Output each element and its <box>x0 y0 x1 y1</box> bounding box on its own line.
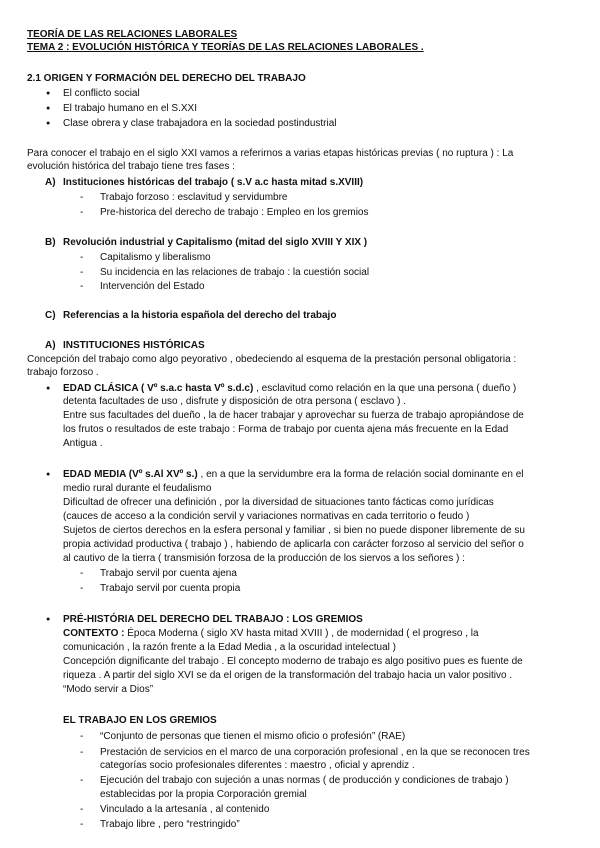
paragraph-line: Concepción dignificante del trabajo . El concepto moderno de trabajo es algo positivo pues es fuente de <box>63 656 523 667</box>
paragraph-line: establecidas por la propia Corporación gremial <box>100 789 307 800</box>
contexto-label: CONTEXTO : <box>63 628 125 639</box>
paragraph-line: Entre sus facultades del dueño , la de hacer trabajar y aprovechar su fuerza de trabajo apropiándose de <box>63 410 524 421</box>
gremios-heading: EL TRABAJO EN LOS GREMIOS <box>63 715 217 726</box>
section-a-label: A) <box>45 340 56 351</box>
paragraph-line: (cauces de acceso a la condición servil y variaciones normativas en cada territorio o feudo ) <box>63 511 470 522</box>
paragraph-line: riqueza . A partir del siglo XVI se da el origen de la transformación del trabajo hacia un valor positivo . <box>63 670 513 681</box>
prehistoria-heading: ● PRÉ-HISTÓRIA DEL DERECHO DEL TRABAJO : LOS GREMIOS <box>63 613 363 626</box>
phase-a-label: A) <box>45 177 56 188</box>
edad-media-item <box>63 468 523 481</box>
phase-b-label: B) <box>45 237 56 248</box>
paragraph-line: Dificultad de ofrecer una definición , por la diversidad de situaciones tanto fácticas como jurídicas <box>63 497 494 508</box>
list-item: - Trabajo forzoso : esclavitud y servidumbre <box>100 191 288 204</box>
phase-c-heading: Referencias a la historia española del derecho del trabajo <box>63 310 337 321</box>
paragraph-line: Sujetos de ciertos derechos en la esfera personal y familiar , si bien no puede disponer libremente de su <box>63 525 525 536</box>
paragraph-line: al cautivo de la tierra ( transmisión forzosa de la producción de los siervos a los señores ) : <box>63 553 465 564</box>
list-item: - Pre-historica del derecho de trabajo : Empleo en los gremios <box>100 206 368 219</box>
phase-a-heading: Instituciones históricas del trabajo ( s.V a.c hasta mitad s.XVIII) <box>63 177 364 188</box>
list-item: - “Conjunto de personas que tienen el mismo oficio o profesión” (RAE) <box>100 730 405 743</box>
phase-b-heading: Revolución industrial y Capitalismo (mitad del siglo XVIII Y XIX ) <box>63 237 368 248</box>
list-item: - Ejecución del trabajo con sujeción a unas normas ( de producción y condiciones de trabajo ) <box>100 774 509 787</box>
section-heading-2-1: 2.1 ORIGEN Y FORMACIÓN DEL DERECHO DEL TRABAJO <box>27 73 306 84</box>
edad-media-label: EDAD MEDIA (Vº s.Al XVº s.) <box>63 469 198 480</box>
list-item: - Trabajo servil por cuenta propia <box>100 582 240 595</box>
list-item: ● Clase obrera y clase trabajadora en la sociedad postindustrial <box>63 117 337 130</box>
list-item: ● El trabajo humano en el S.XXI <box>63 102 197 115</box>
list-item: - Intervención del Estado <box>100 280 205 293</box>
doc-title: TEORÍA DE LAS RELACIONES LABORALES <box>27 29 238 40</box>
paragraph-line: “Modo servir a Dios” <box>63 684 154 695</box>
edad-clasica-text: , esclavitud como relación en la que una persona ( dueño ) <box>253 383 517 394</box>
list-item: - Capitalismo y liberalismo <box>100 251 211 264</box>
edad-media-text: , en a que la servidumbre era la forma de relación social dominante en el <box>197 469 524 480</box>
paragraph-line: propia actividad productiva ( trabajo ) , habiendo de aplicarla con carácter forzoso al servicio del señor o <box>63 539 524 550</box>
paragraph-line: evolución histórica del trabajo tiene tres fases : <box>27 161 235 172</box>
paragraph-line: categorías socio profesionales diferentes : maestro , oficial y aprendiz . <box>100 760 415 771</box>
list-item: - Trabajo libre , pero “restringido” <box>100 818 240 831</box>
list-item: ● El conflicto social <box>63 87 140 100</box>
list-item: - Vinculado a la artesanía , al contenido <box>100 803 269 816</box>
paragraph-line: detenta facultades de uso , disfrute y disposición de otra persona ( esclavo ) . <box>63 396 406 407</box>
edad-clasica-label: EDAD CLÁSICA ( Vº s.a.c hasta Vº s.d.c) <box>63 383 254 394</box>
paragraph-line: Para conocer el trabajo en el siglo XXI vamos a referirnos a varias etapas históricas previas ( no ruptura ) : La <box>27 148 514 159</box>
list-item: - Prestación de servicios en el marco de una corporación profesional , en la que se reconocen tres <box>100 746 530 759</box>
topic-title: TEMA 2 : EVOLUCIÓN HISTÓRICA Y TEORÍAS DE LAS RELACIONES LABORALES . <box>27 42 424 53</box>
edad-clasica-item <box>63 382 516 395</box>
list-item: - Trabajo servil por cuenta ajena <box>100 567 237 580</box>
paragraph-line: los frutos o resultados de este trabajo : Forma de trabajo por cuenta ajena más frecuente en la Edad <box>63 424 509 435</box>
phase-c-label: C) <box>45 310 56 321</box>
paragraph-line: medio rural durante el feudalismo <box>63 483 212 494</box>
section-a-heading: INSTITUCIONES HISTÓRICAS <box>63 340 205 351</box>
contexto-line <box>63 627 479 640</box>
paragraph-line: comunicación , la razón frente a la Edad Media , a la oscuridad intelectual ) <box>63 642 396 653</box>
list-item: - Su incidencia en las relaciones de trabajo : la cuestión social <box>100 266 369 279</box>
contexto-text: Época Moderna ( siglo XV hasta mitad XVIII ) , de modernidad ( el progreso , la <box>124 628 479 639</box>
paragraph-line: Concepción del trabajo como algo peyorativo , obedeciendo al esquema de la prestación personal obligatoria : <box>27 354 517 365</box>
paragraph-line: Antigua . <box>63 438 103 449</box>
paragraph-line: trabajo forzoso . <box>27 367 99 378</box>
